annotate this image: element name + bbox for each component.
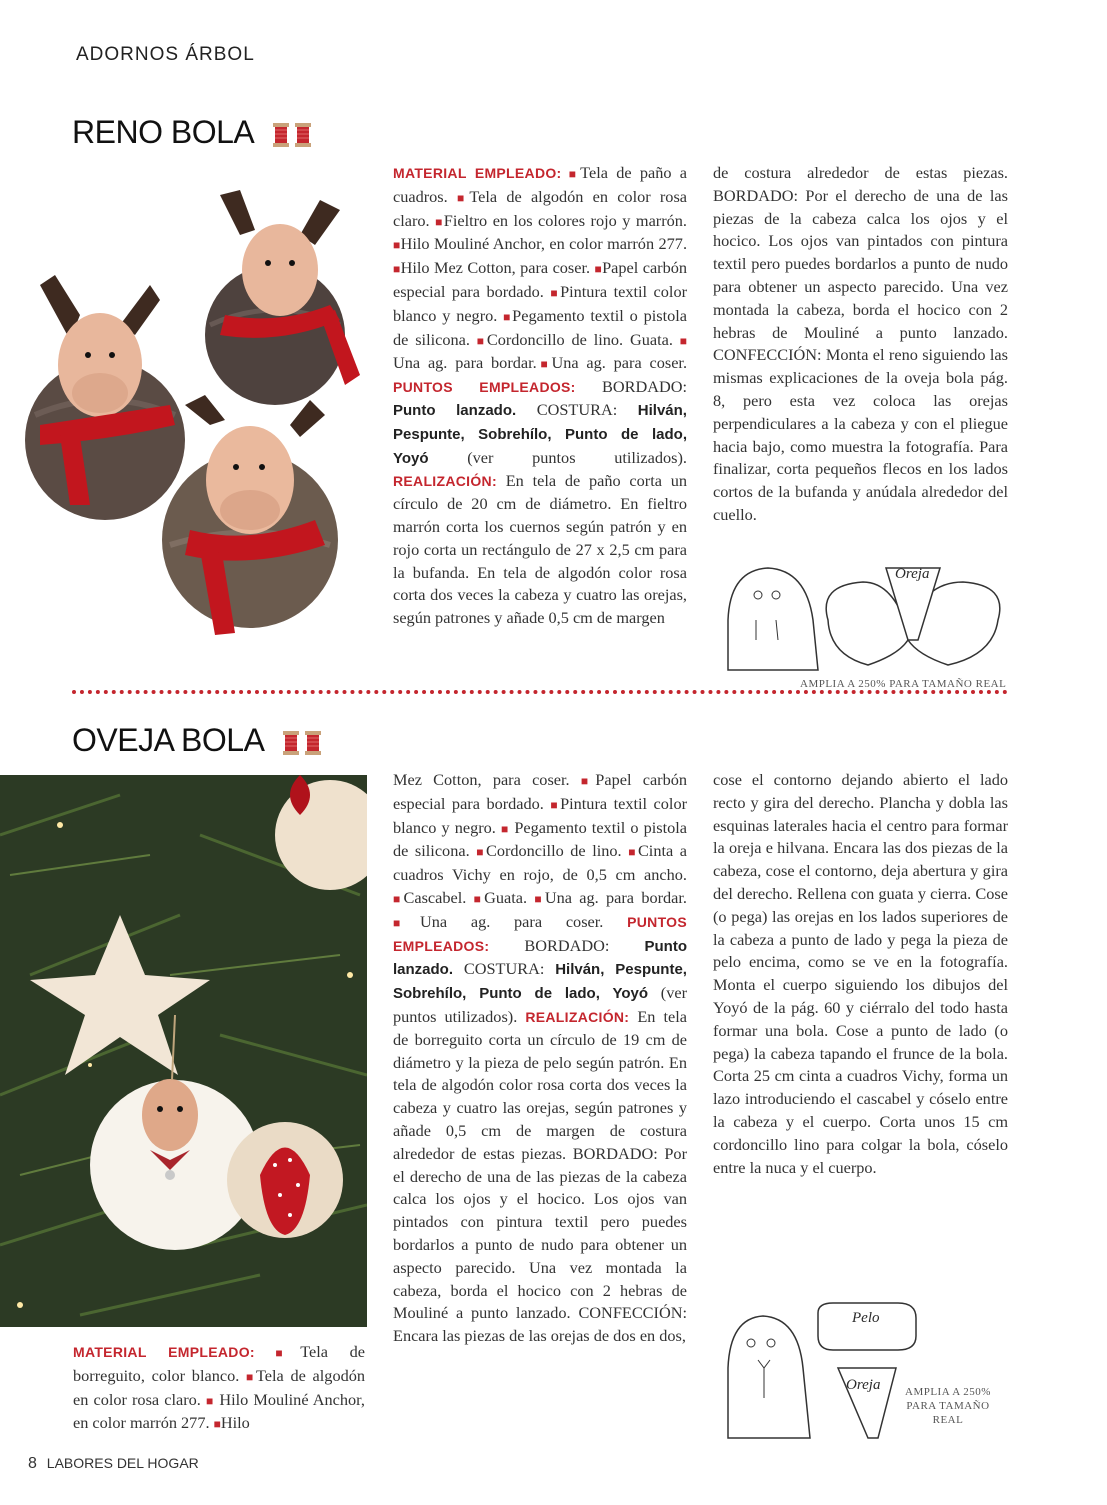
bullet-square: ■ [561,167,581,181]
bullet-square: ■ [580,774,596,788]
reno-column-1 [393,162,687,630]
body-text: Guata. [484,887,535,907]
oveja-column-1 [393,769,687,1348]
paragraph [393,769,687,1348]
bullet-square: ■ [503,309,513,324]
bullet-square: ■ [476,333,487,348]
bullet-square: ■ [550,285,561,300]
bullet-square: ■ [213,1417,221,1432]
oveja-column-2 [713,769,1008,1179]
bullet-square: ■ [550,797,561,812]
body-text: Papel carbón especial para bordado. [393,258,688,301]
bullet-square: ■ [393,915,420,930]
bullet-square: ■ [393,262,401,277]
oveja-pattern-note-line: PARA TAMAÑO [906,1400,990,1412]
body-text: Cordoncillo de lino. [485,841,629,861]
section-divider [72,690,1008,694]
bullet-square: ■ [500,821,510,836]
body-text: Papel carbón especial para bordado. [393,770,688,813]
body-text: BORDADO: [489,935,645,955]
bold-term: Hilván, Pespunte, Sobrehílo, Punto de lado, Yoyó [393,401,687,467]
body-text: Hilo Mouliné Anchor, en color marrón 277. [400,234,688,254]
reno-pattern-label: Oreja [895,566,930,582]
body-text: COSTURA: [453,959,556,979]
body-text: COSTURA: [516,399,638,419]
body-text: En tela de paño corta un círculo de 20 cm de diámetro. En fieltro marrón corta los cuernos según patrón y en rojo corta un rectángulo de 27 x 2,5 cm para la bufanda. En tela de algodón color rosa corta dos veces la cabeza y cuatro las orejas, según patrones y añade 0,5 cm de margen [393,471,687,628]
oveja-pattern-note-line: REAL [932,1414,964,1426]
bold-term: Hilván, Pespunte, Sobrehílo, Punto de lado, Yoyó [393,961,687,1003]
reno-column-2 [713,162,1008,527]
bullet-square: ■ [456,190,470,205]
body-text: En tela de borreguito corta un círculo de 19 cm de diámetro y la pieza de pelo según patrón. En tela de algodón color rosa corta dos veces la cabeza y cuatro las orejas, según patrones y añade 0,5 cm de margen de costura alrededor de estas piezas. BORDADO: Por el derecho de una de las piezas de la cabeza calca los ojos y el hocico. Los ojos van pintados con pintura textil pero puedes bordarlos a punto de nudo para obtener un aspecto parecido. Una vez montada la cabeza, borda el hocico con 2 hebras de Mouliné a punto lanzado. CONFECCIÓN: Encara las piezas de las orejas de dos en dos, [393,1006,687,1346]
body-text: Fieltro en los colores rojo y marrón. [443,210,687,230]
bullet-square: ■ [393,891,404,906]
bullet-square: ■ [594,262,603,277]
body-text: Una ag. para bordar. [544,887,687,907]
body-text: Pegamento textil o pistola de silicona. [393,305,688,349]
bullet-square: ■ [393,238,401,253]
body-text: Pintura textil color blanco y negro. [393,281,688,325]
body-text: Pintura textil color blanco y negro. [393,793,688,837]
body-text: Tela de algodón en color rosa claro. [393,186,688,230]
oveja-title-text: OVEJA BOLA [72,722,263,758]
bullet-square: ■ [679,333,688,348]
body-text: Cinta a cuadros Vichy en rojo, de 0,5 cm ancho. [393,841,687,885]
oveja-column-2-text: cose el contorno dejando abierto el lado recto y gira del derecho. Plancha y dobla las esquinas laterales hacia el centro para formar la oreja e hilvana. Encara las dos piezas de la cabeza, cose el contorno, deja abertura y gira del derecho. Rellena con guata y cierra. Cose (o pega) las orejas en los lados superiores de la cabeza a punto de lado y pega la pieza de pelo encima, como se ve en la fotografía. Monta el cuerpo siguiendo los dibujos del Yoyó de la pág. 60 y ciérralo del todo hasta formar una bola. Cose a punto de lado (o pega) la cabeza tapando el frunce de la bola. Corta 25 cm cinta a cuadros Vichy, forma un lazo introduciendo el cascabel y cóselo entre la cabeza y el cuerpo. Corta unos 15 cm cordoncillo lino para colgar la bola, cóselo entre la nuca y el cuerpo. [713,770,1008,1177]
bullet-square: ■ [536,357,552,372]
page-number: 8 [28,1455,37,1472]
body-text: Una ag. para coser. [419,911,628,931]
bullet-square: ■ [534,891,545,906]
bold-term: Punto lanzado. [393,401,517,419]
oveja-pattern-note-line: AMPLIA A 250% [905,1386,991,1398]
reno-pattern-drawing [718,560,1010,678]
bullet-square: ■ [435,214,444,229]
body-text: Una ag. para coser. [551,353,688,373]
body-text: (ver puntos utilizados). [428,447,687,467]
oveja-title [72,722,325,759]
thread-spool-icon [281,728,325,758]
body-text: Cordoncillo de lino. Guata. [486,329,680,349]
bold-term: Punto lanzado. [393,937,687,979]
oveja-pattern-label-pelo: Pelo [852,1310,880,1326]
section-heading: PUNTOS EMPLEADOS: [393,379,576,396]
reno-photo [0,175,385,650]
paragraph [73,1341,365,1436]
reno-pattern-note: AMPLIA A 250% PARA TAMAÑO REAL [800,678,1007,690]
reno-column-2-text: de costura alrededor de estas piezas. BORDADO: Por el derecho de una de las piezas de la cabeza calca los ojos y el hocico. Los ojos van pintados con pintura textil pero puedes bordarlos a punto de nudo para obtener un aspecto parecido. Una vez montada la cabeza, borda el hocico con 2 hebras de Mouliné a punto lanzado. CONFECCIÓN: Monta el reno siguiendo las mismas explicaciones de la oveja bola pág. 8, pero esta vez coloca las orejas perpendiculares a la cabeza y con el pliegue hacia bajo, como muestra la fotografía. Para finalizar, corta pequeños flecos en los lados cortos de la bufanda y anúdala alrededor del cuello. [713,163,1008,524]
bullet-square: ■ [476,845,486,860]
body-text: Tela de algodón en color rosa claro. [73,1365,366,1409]
body-text: BORDADO: [575,377,687,397]
bullet-square: ■ [205,1393,215,1408]
section-heading: MATERIAL EMPLEADO: [393,165,562,181]
bullet-square: ■ [246,1369,256,1384]
section-heading: REALIZACIÓN: [525,1008,630,1025]
section-label: ADORNOS ÁRBOL [76,44,255,65]
oveja-column-0 [73,1341,365,1436]
section-heading: MATERIAL EMPLEADO: [73,1344,255,1360]
oveja-pattern-note [905,1385,991,1427]
magazine-name: LABORES DEL HOGAR [46,1455,199,1471]
oveja-photo [0,775,367,1327]
body-text: Hilo Mouliné Anchor, en color marrón 277. [73,1389,365,1433]
bullet-square: ■ [254,1346,301,1360]
body-text: Mez Cotton, para coser. [393,770,581,789]
paragraph [393,162,687,630]
body-text: Tela de borreguito, color blanco. [73,1342,365,1385]
body-text: Hilo Mez Cotton, para coser. [400,258,595,278]
reno-title-text: RENO BOLA [72,114,253,150]
oveja-pattern-label-oreja: Oreja [846,1377,881,1393]
reno-title [72,114,315,151]
oveja-pattern-drawing [718,1298,918,1448]
section-heading: REALIZACIÓN: [393,473,497,490]
body-text: Tela de paño a cuadros. [393,163,687,206]
body-text: Una ag. para bordar. [393,353,537,373]
page-footer [28,1455,199,1473]
thread-spool-icon [271,120,315,150]
section-heading: PUNTOS EMPLEADOS: [393,913,688,954]
bullet-square: ■ [473,891,485,906]
body-text: Pegamento textil o pistola de silicona. [393,817,688,861]
body-text: Hilo [220,1413,250,1433]
body-text: (ver puntos utilizados). [393,983,687,1026]
bullet-square: ■ [628,845,638,860]
body-text: Cascabel. [403,887,474,907]
